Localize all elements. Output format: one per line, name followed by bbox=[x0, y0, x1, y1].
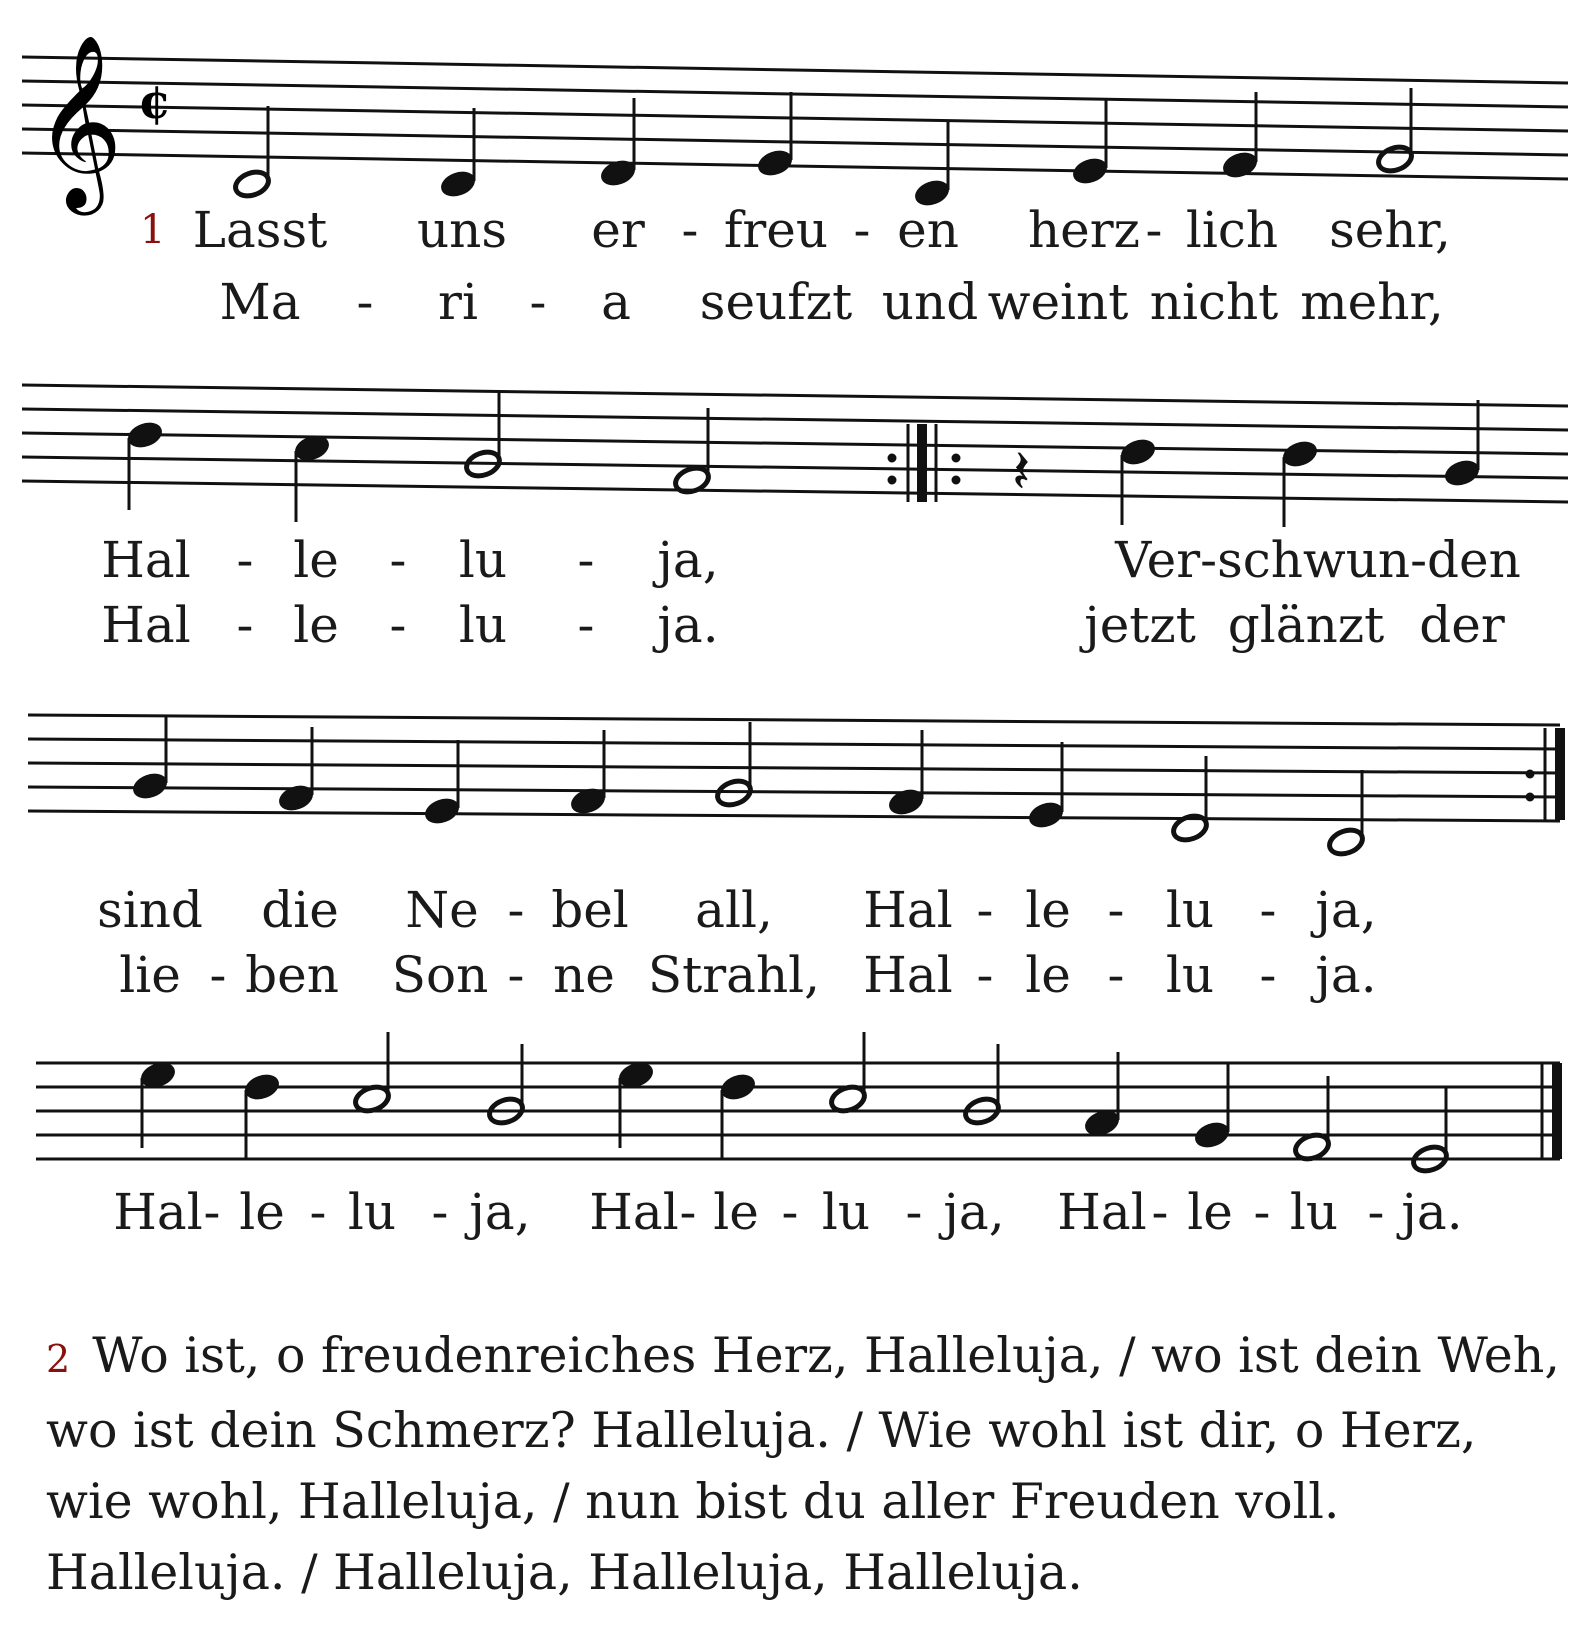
hyphen: - bbox=[1151, 1183, 1169, 1241]
syllable: lu bbox=[821, 1183, 871, 1241]
notes bbox=[138, 1032, 1452, 1175]
note-quarter bbox=[422, 740, 461, 827]
svg-text:𝄽: 𝄽 bbox=[1012, 437, 1031, 507]
syllable: Hal bbox=[863, 881, 953, 939]
syllable: er bbox=[591, 201, 645, 259]
note-half bbox=[1326, 770, 1365, 858]
syllable: uns bbox=[416, 201, 508, 259]
note-half bbox=[463, 392, 502, 480]
syllable: le bbox=[1187, 1183, 1233, 1241]
note-quarter bbox=[1026, 742, 1065, 831]
note-quarter bbox=[1070, 98, 1109, 187]
verse-2-body: Wo ist, o freudenreiches Herz, Halleluja, / wo ist dein Weh, wo ist dein Schmerz? Halleluja. / Wie wohl ist dir, o Herz, wie wohl, Halleluja, / nun bist du aller Freuden voll. Halleluja. / Halleluja, Halleluja, Halleluja. bbox=[46, 1327, 1560, 1601]
hyphen: - bbox=[681, 201, 699, 259]
note-half bbox=[1375, 88, 1414, 175]
hyphen: - bbox=[577, 531, 595, 589]
note-half bbox=[352, 1032, 391, 1115]
staff-lines bbox=[22, 57, 1568, 179]
note-quarter bbox=[718, 1071, 757, 1160]
verse-2-text bbox=[46, 1320, 1566, 1608]
syllable: Lasst bbox=[192, 201, 328, 259]
note-quarter bbox=[1192, 1064, 1231, 1151]
staff-system-3 bbox=[0, 670, 1592, 1020]
syllable: nicht bbox=[1149, 273, 1279, 331]
syllable: le bbox=[1025, 946, 1071, 1004]
syllable: lu bbox=[458, 531, 508, 589]
hyphen: - bbox=[853, 201, 871, 259]
hyphen: - bbox=[507, 881, 525, 939]
syllable: Son bbox=[391, 946, 489, 1004]
note-quarter bbox=[292, 432, 331, 522]
svg-text:𝄞: 𝄞 bbox=[34, 34, 123, 208]
syllable: ja, bbox=[657, 531, 719, 589]
syllable: en bbox=[897, 201, 959, 259]
hyphen: - bbox=[356, 273, 374, 331]
syllable: Hal bbox=[589, 1183, 679, 1241]
syllable: all, bbox=[695, 881, 773, 939]
hyphen: - bbox=[389, 596, 407, 654]
notes bbox=[130, 715, 1365, 858]
note-quarter bbox=[125, 419, 164, 510]
svg-text:¢: ¢ bbox=[138, 74, 172, 130]
repeat-barline bbox=[888, 424, 960, 502]
treble-clef-icon bbox=[34, 34, 123, 216]
syllable: le bbox=[293, 531, 339, 589]
syllable: lie bbox=[119, 946, 181, 1004]
note-half bbox=[672, 408, 711, 496]
note-quarter bbox=[912, 122, 951, 209]
syllable: ja, bbox=[1315, 881, 1377, 939]
hyphen: - bbox=[431, 1183, 449, 1241]
hyphen: - bbox=[507, 946, 525, 1004]
cut-time-signature bbox=[138, 74, 171, 130]
syllable: weint bbox=[987, 273, 1129, 331]
hyphen: - bbox=[203, 1183, 221, 1241]
note-quarter bbox=[1280, 438, 1319, 527]
hyphen: - bbox=[1253, 1183, 1271, 1241]
syllable: ben bbox=[245, 946, 339, 1004]
syllable: und bbox=[881, 273, 979, 331]
syllable: bel bbox=[551, 881, 629, 939]
syllable: ja. bbox=[1401, 1183, 1463, 1241]
syllable: le bbox=[713, 1183, 759, 1241]
syllable: Hal bbox=[1057, 1183, 1147, 1241]
note-quarter bbox=[242, 1071, 281, 1160]
lyrics-verse-1 bbox=[0, 1182, 1592, 1242]
syllable: le bbox=[1025, 881, 1071, 939]
syllable: lu bbox=[1165, 881, 1215, 939]
staff-lines bbox=[28, 715, 1560, 821]
hyphen: - bbox=[976, 946, 994, 1004]
hyphen: - bbox=[389, 531, 407, 589]
syllable: Ma bbox=[219, 273, 301, 331]
syllable: ja. bbox=[1315, 946, 1377, 1004]
note-quarter bbox=[1118, 436, 1157, 525]
lyrics-verse-2 bbox=[0, 945, 1592, 1005]
syllable: lu bbox=[458, 596, 508, 654]
staff-system-4 bbox=[0, 1020, 1592, 1310]
syllable: freu bbox=[723, 201, 829, 259]
hyphen: - bbox=[577, 596, 595, 654]
hyphen: - bbox=[209, 946, 227, 1004]
syllable: lu bbox=[1165, 946, 1215, 1004]
note-half bbox=[232, 106, 271, 200]
syllable: der bbox=[1419, 596, 1505, 654]
syllable: glänzt bbox=[1227, 596, 1385, 654]
syllable: Hal bbox=[101, 596, 191, 654]
hyphen: - bbox=[976, 881, 994, 939]
hyphen: - bbox=[905, 1183, 923, 1241]
note-half bbox=[828, 1032, 867, 1115]
hyphen: - bbox=[309, 1183, 327, 1241]
syllable: ja, bbox=[469, 1183, 531, 1241]
syllable: Ver-schwun-den bbox=[1115, 531, 1521, 589]
syllable: ne bbox=[553, 946, 615, 1004]
hyphen: - bbox=[679, 1183, 697, 1241]
syllable: die bbox=[261, 881, 339, 939]
quarter-rest-icon bbox=[1012, 437, 1030, 507]
syllable: ja. bbox=[657, 596, 719, 654]
lyrics-verse-2 bbox=[0, 272, 1592, 332]
syllable: seufzt bbox=[699, 273, 853, 331]
lyrics-verse-1 bbox=[0, 200, 1592, 260]
lyrics-verse-2 bbox=[0, 595, 1592, 655]
verse-number: 1 bbox=[140, 207, 166, 253]
syllable: sind bbox=[97, 881, 203, 939]
syllable: Hal bbox=[101, 531, 191, 589]
hyphen: - bbox=[1107, 946, 1125, 1004]
lyrics-verse-1 bbox=[0, 530, 1592, 590]
note-quarter bbox=[1082, 1052, 1121, 1139]
hyphen: - bbox=[236, 596, 254, 654]
syllable: mehr, bbox=[1300, 273, 1444, 331]
hyphen: - bbox=[1259, 946, 1277, 1004]
hyphen: - bbox=[1259, 881, 1277, 939]
syllable: ri bbox=[438, 273, 478, 331]
note-quarter bbox=[1220, 92, 1259, 181]
note-quarter bbox=[130, 715, 169, 802]
note-quarter bbox=[755, 92, 794, 179]
hyphen: - bbox=[1367, 1183, 1385, 1241]
syllable: sehr, bbox=[1329, 201, 1451, 259]
staff-system-1 bbox=[0, 0, 1592, 340]
syllable: jetzt bbox=[1084, 596, 1196, 654]
hyphen: - bbox=[781, 1183, 799, 1241]
lyrics-verse-1 bbox=[0, 880, 1592, 940]
verse-number: 2 bbox=[46, 1337, 71, 1381]
syllable: lu bbox=[1289, 1183, 1339, 1241]
syllable: Hal bbox=[113, 1183, 203, 1241]
syllable: le bbox=[293, 596, 339, 654]
syllable: lu bbox=[347, 1183, 397, 1241]
hyphen: - bbox=[529, 273, 547, 331]
notes bbox=[1118, 400, 1481, 527]
syllable: le bbox=[239, 1183, 285, 1241]
note-quarter bbox=[598, 98, 637, 189]
syllable: Strahl, bbox=[647, 946, 821, 1004]
hyphen: - bbox=[1145, 201, 1163, 259]
syllable: Ne bbox=[405, 881, 479, 939]
syllable: Hal bbox=[863, 946, 953, 1004]
note-half bbox=[1292, 1076, 1331, 1163]
syllable: herz bbox=[1027, 201, 1141, 259]
note-quarter bbox=[438, 108, 477, 200]
syllable: lich bbox=[1185, 201, 1279, 259]
syllable: ja, bbox=[943, 1183, 1005, 1241]
staff-4 bbox=[0, 1020, 1592, 1310]
staff-system-2 bbox=[0, 340, 1592, 670]
note-half bbox=[1408, 1088, 1452, 1175]
hyphen: - bbox=[1107, 881, 1125, 939]
note-quarter bbox=[1442, 400, 1481, 489]
syllable: a bbox=[601, 273, 631, 331]
note-half bbox=[714, 722, 753, 809]
staff-lines bbox=[22, 385, 1568, 502]
hyphen: - bbox=[236, 531, 254, 589]
